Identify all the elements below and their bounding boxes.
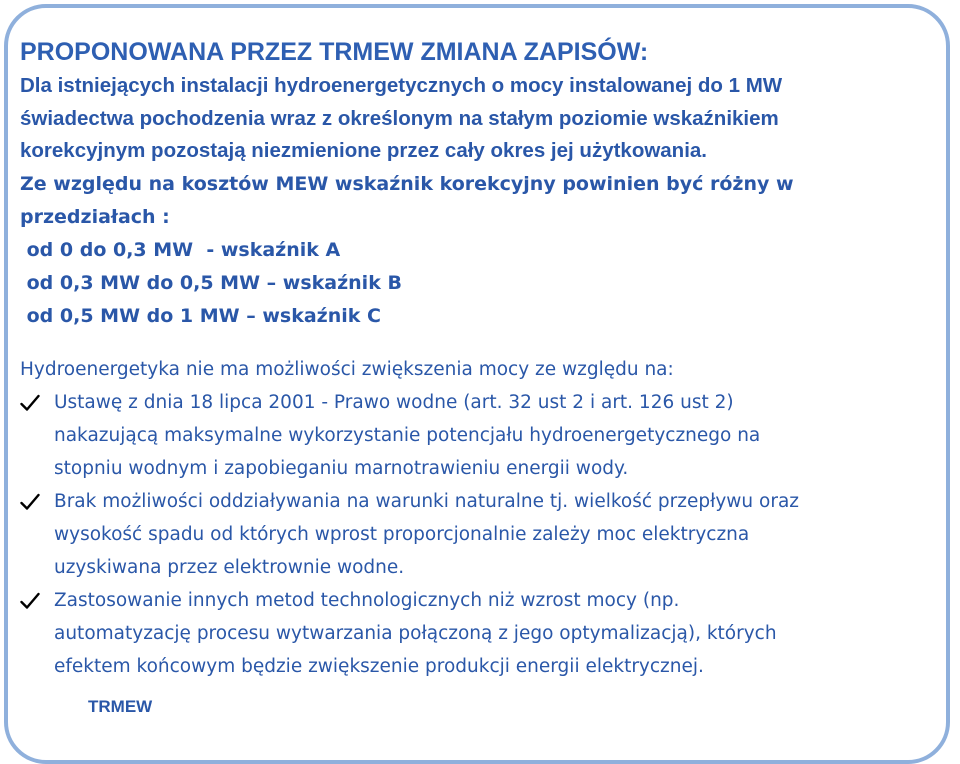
reason-line: automatyzację procesu wytwarzania połączoną z jego optymalizacją), których: [54, 622, 777, 644]
intro-line: korekcyjnym pozostają niezmienione przez cały okres jej użytkowania.: [20, 139, 708, 162]
reason-item: [20, 485, 940, 584]
reason-line: Zastosowanie innych metod technologicznych niż wzrost mocy (np.: [54, 589, 680, 611]
range-b: od 0,3 MW do 0,5 MW – wskaźnik B: [20, 271, 402, 294]
slide-content: [20, 36, 940, 683]
reason-line: Ustawę z dnia 18 lipca 2001 - Prawo wodne (art. 32 ust 2 i art. 126 ust 2): [54, 391, 734, 413]
reason-line: nakazującą maksymalne wykorzystanie potencjału hydroenergetycznego na: [54, 424, 761, 446]
reason-line: Brak możliwości oddziaływania na warunki naturalne tj. wielkość przepływu oraz: [54, 490, 800, 512]
intro-paragraph: [20, 70, 940, 168]
reasons-lead: Hydroenergetyka nie ma możliwości zwiększenia mocy ze względu na:: [20, 358, 674, 380]
intro-line: świadectwa pochodzenia wraz z określonym na stałym poziomie wskaźnikiem: [20, 106, 779, 130]
reason-item: [20, 584, 940, 683]
checkmark-icon: [20, 485, 42, 518]
reason-item: [20, 386, 940, 485]
proposal-paragraph: [20, 168, 940, 333]
range-a: od 0 do 0,3 MW - wskaźnik A: [20, 238, 341, 261]
reason-line: wysokość spadu od których wprost proporcjonalnie zależy moc elektryczna: [54, 523, 750, 545]
checkmark-icon: [20, 386, 42, 419]
proposal-line: Ze względu na kosztów MEW wskaźnik korekcyjny powinien być różny w: [20, 172, 794, 195]
reason-line: uzyskiwana przez elektrownie wodne.: [54, 556, 405, 578]
proposal-line: przedziałach :: [20, 205, 170, 228]
range-c: od 0,5 MW do 1 MW – wskaźnik C: [20, 304, 381, 327]
spacer: [20, 333, 940, 353]
checkmark-icon: [20, 584, 42, 617]
reason-line: efektem końcowym będzie zwiększenie produkcji energii elektrycznej.: [54, 655, 704, 677]
intro-line: Dla istniejących instalacji hydroenergetycznych o mocy instalowanej do 1 MW: [20, 74, 783, 97]
footer-brand: TRMEW: [84, 697, 156, 716]
reason-line: stopniu wodnym i zapobieganiu marnotrawieniu energii wody.: [54, 457, 629, 479]
slide-title: PROPONOWANA PRZEZ TRMEW ZMIANA ZAPISÓW:: [20, 38, 649, 66]
